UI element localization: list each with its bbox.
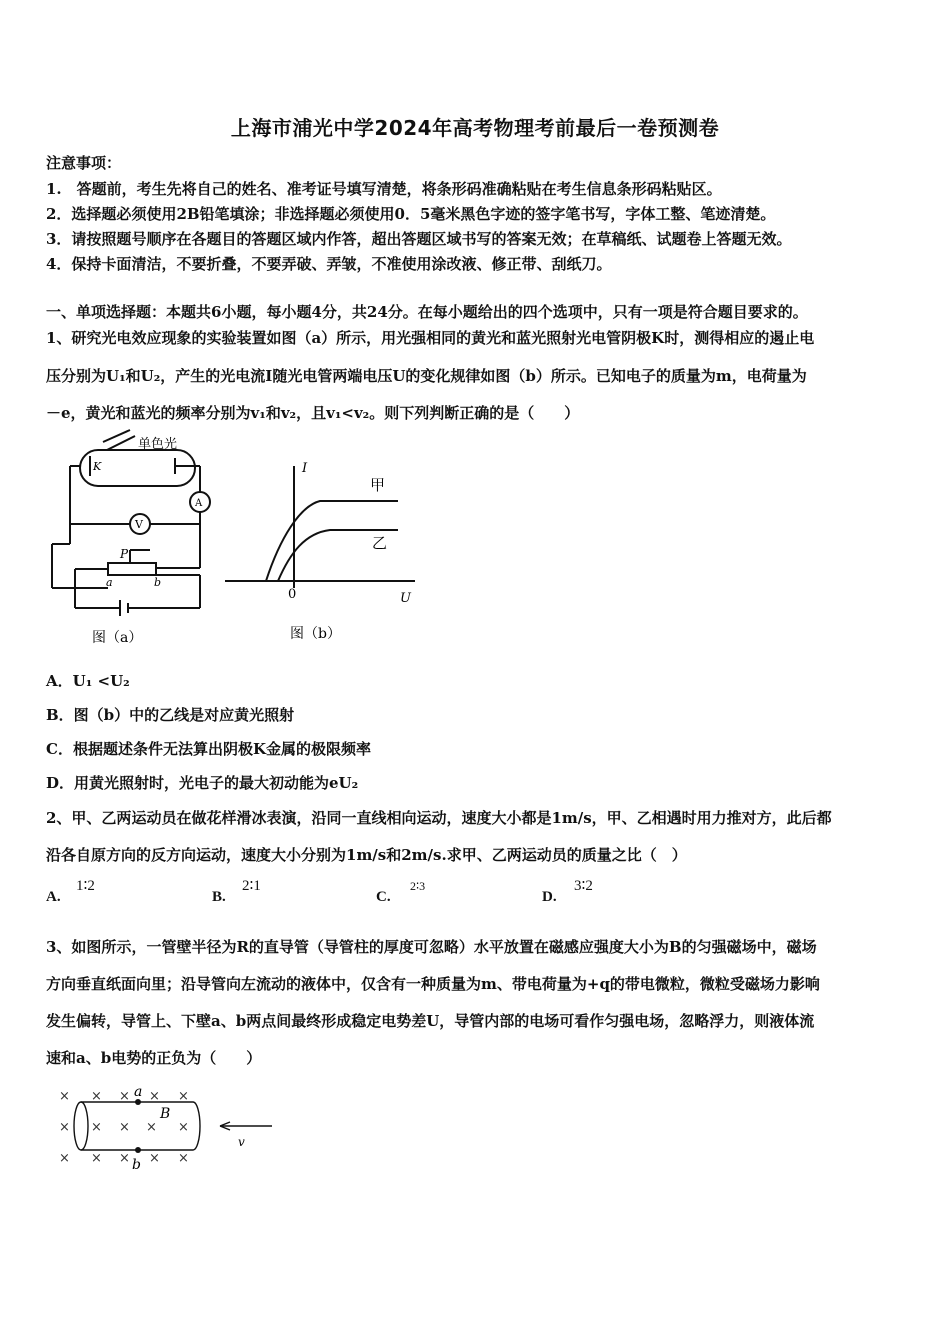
q2-stem-line: 沿各自原方向的反方向运动，速度大小分别为1m/s和2m/s.求甲、乙两运动员的质量之比（ ） bbox=[46, 846, 687, 864]
q2-option-c-value: 2∶3 bbox=[410, 879, 426, 893]
notice-item: 2．选择题必须使用2B铅笔填涂；非选择题必须使用0．5毫米黑色字迹的签字笔书写，字体工整、笔迹清楚。 bbox=[46, 205, 776, 223]
q2-option-b-label[interactable]: B. bbox=[212, 889, 226, 905]
origin-label: 0 bbox=[288, 587, 297, 602]
q2-option-c-label[interactable]: C. bbox=[376, 889, 391, 905]
svg-text:×: × bbox=[178, 1120, 189, 1135]
ammeter-label: A bbox=[195, 498, 203, 509]
notice-item: 4．保持卡面清洁，不要折叠，不要弄破、弄皱，不准使用涂改液、修正带、刮纸刀。 bbox=[46, 255, 612, 273]
section-heading: 一、单项选择题：本题共6小题，每小题4分，共24分。在每小题给出的四个选项中，只有一项是符合题目要求的。 bbox=[46, 303, 808, 321]
q2-option-a-label[interactable]: A. bbox=[46, 889, 61, 905]
terminal-b-label: b bbox=[154, 576, 162, 589]
notice-heading: 注意事项： bbox=[46, 154, 122, 172]
svg-text:×: × bbox=[91, 1089, 102, 1104]
q2-option-a-value: 1∶2 bbox=[76, 878, 95, 894]
svg-text:×: × bbox=[91, 1151, 102, 1166]
svg-text:×: × bbox=[178, 1089, 189, 1104]
i-axis-label: I bbox=[302, 461, 308, 476]
q1-option-d[interactable]: D．用黄光照射时，光电子的最大初动能为eU₂ bbox=[46, 774, 359, 792]
svg-text:×: × bbox=[149, 1089, 160, 1104]
point-b-dot bbox=[135, 1147, 141, 1153]
iu-graph-figure-b bbox=[220, 458, 420, 648]
q1-stem-line: 压分别为U₁和U₂，产生的光电流I随光电管两端电压U的变化规律如图（b）所示。已知电子的质量为m，电荷量为 bbox=[46, 367, 807, 385]
velocity-label: v bbox=[238, 1135, 245, 1149]
svg-text:×: × bbox=[59, 1151, 70, 1166]
figure-a-caption: 图（a） bbox=[92, 630, 143, 646]
svg-text:×: × bbox=[91, 1120, 102, 1135]
page-title: 上海市浦光中学2024年高考物理考前最后一卷预测卷 bbox=[230, 116, 720, 140]
rheostat bbox=[108, 563, 156, 575]
curve-yi-label: 乙 bbox=[372, 534, 388, 552]
slider-label: P bbox=[120, 547, 129, 561]
q3-stem-line: 速和a、b电势的正负为（ ） bbox=[46, 1049, 262, 1067]
q1-option-b[interactable]: B．图（b）中的乙线是对应黄光照射 bbox=[46, 706, 295, 724]
q2-option-d-value: 3∶2 bbox=[574, 878, 593, 894]
svg-text:×: × bbox=[59, 1120, 70, 1135]
q2-option-d-label[interactable]: D. bbox=[542, 889, 557, 905]
q1-option-c[interactable]: C．根据题述条件无法算出阴极K金属的极限频率 bbox=[46, 740, 371, 758]
pipe-magnetic-field-figure bbox=[50, 1080, 290, 1175]
q2-stem-line: 2、甲、乙两运动员在做花样滑冰表演，沿同一直线相向运动，速度大小都是1m/s，甲、乙相遇时用力推对方，此后都 bbox=[46, 809, 832, 827]
notice-item: 1. 答题前，考生先将自己的姓名、准考证号填写清楚，将条形码准确粘贴在考生信息条形码粘贴区。 bbox=[46, 180, 722, 198]
cathode-label: K bbox=[93, 460, 102, 473]
svg-text:×: × bbox=[119, 1089, 130, 1104]
svg-text:×: × bbox=[59, 1089, 70, 1104]
field-b-label: B bbox=[160, 1106, 171, 1122]
terminal-a-label: a bbox=[106, 576, 113, 589]
svg-text:×: × bbox=[119, 1151, 130, 1166]
q1-option-a[interactable]: A．U₁ <U₂ bbox=[46, 672, 130, 690]
svg-text:×: × bbox=[149, 1151, 160, 1166]
u-axis-label: U bbox=[400, 591, 411, 606]
figure-b-caption: 图（b） bbox=[290, 626, 341, 642]
q3-stem-line: 3、如图所示，一管壁半径为R的直导管（导管柱的厚度可忽略）水平放置在磁感应强度大小为B的匀强磁场中，磁场 bbox=[46, 938, 817, 956]
curve-jia-label: 甲 bbox=[370, 476, 386, 494]
light-label: 单色光 bbox=[138, 437, 178, 452]
point-b-label: b bbox=[132, 1157, 141, 1173]
q2-option-b-value: 2∶1 bbox=[242, 878, 261, 894]
q1-stem-line: －e，黄光和蓝光的频率分别为v₁和v₂，且v₁<v₂。则下列判断正确的是（ ） bbox=[46, 404, 580, 422]
q3-stem-line: 方向垂直纸面向里；沿导管向左流动的液体中，仅含有一种质量为m、带电荷量为+q的带电微粒，微粒受磁场力影响 bbox=[46, 975, 820, 993]
circuit-figure-a bbox=[40, 428, 225, 653]
point-a-label: a bbox=[134, 1084, 143, 1100]
q1-stem-line: 1、研究光电效应现象的实验装置如图（a）所示，用光强相同的黄光和蓝光照射光电管阴极K时，测得相应的遏止电 bbox=[46, 329, 815, 347]
q3-stem-line: 发生偏转，导管上、下壁a、b两点间最终形成稳定电势差U，导管内部的电场可看作匀强电场，忽略浮力，则液体流 bbox=[46, 1012, 815, 1030]
svg-text:×: × bbox=[119, 1120, 130, 1135]
svg-text:×: × bbox=[178, 1151, 189, 1166]
svg-text:×: × bbox=[146, 1120, 157, 1135]
voltmeter-label: V bbox=[135, 518, 143, 531]
notice-item: 3．请按照题号顺序在各题目的答题区域内作答，超出答题区域书写的答案无效；在草稿纸、试题卷上答题无效。 bbox=[46, 230, 792, 248]
